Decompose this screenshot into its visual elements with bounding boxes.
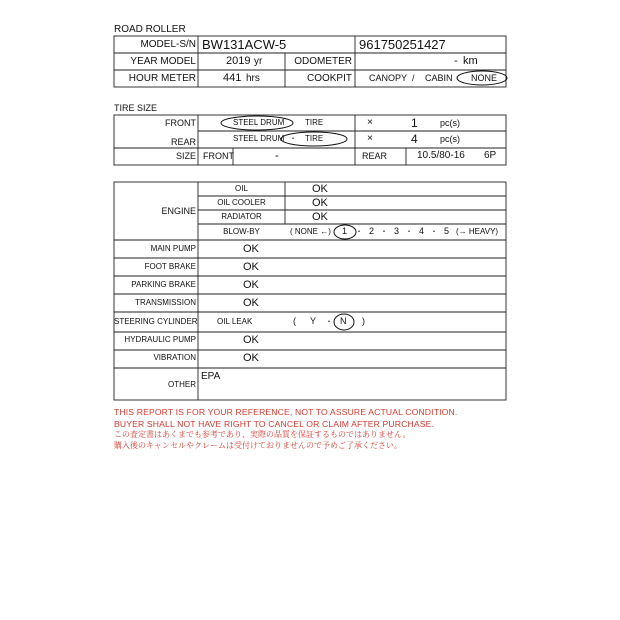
other-label: OTHER [168,380,196,389]
main-pump-value: OK [243,243,259,255]
steering-option-y: Y [310,316,317,326]
steering-open-paren: ( [293,316,296,326]
odometer-value: - [454,55,458,67]
blowby-scale-dot-2: ・ [380,227,388,236]
cookpit-option-cabin: CABIN [425,73,453,83]
size-front-label: FRONT [203,151,234,161]
tire-size-label: SIZE [175,151,196,161]
cookpit-option-canopy: CANOPY [369,73,408,83]
blowby-none-label: ( NONE ←) [290,227,331,236]
radiator-value: OK [312,211,328,223]
front-tire-count: 1 [411,116,418,130]
foot-brake-label: FOOT BRAKE [144,262,196,271]
oil-cooler-value: OK [312,197,328,209]
steering-oil-leak-label: OIL LEAK [217,317,253,326]
size-front-value: - [275,150,279,162]
document-title: ROAD ROLLER [114,24,186,35]
foot-brake-value: OK [243,261,259,273]
blowby-scale-dot-4: ・ [430,227,438,236]
oil-label: OIL [235,184,248,193]
blowby-scale-5: 5 [444,226,450,236]
size-rear-ply: 6P [484,150,497,161]
vibration-value: OK [243,352,259,364]
hour-meter-label: HOUR METER [128,73,196,84]
blowby-scale-4: 4 [419,226,425,236]
front-tire-type-steel-drum: STEEL DRUM [233,118,285,127]
year-model-label: YEAR MODEL [130,56,196,67]
rear-tire-type-steel-drum: STEEL DRUM [233,134,285,143]
parking-brake-label: PARKING BRAKE [131,280,196,289]
size-rear-value: 10.5/80-16 [417,150,465,161]
steering-close-paren: ) [362,316,365,326]
cookpit-option-none: NONE [471,73,498,83]
front-tire-times: × [367,117,373,128]
serial-number-value: 961750251427 [359,37,446,52]
hour-meter-unit: hrs [246,73,260,84]
odometer-unit: km [463,55,478,67]
rear-tire-unit: pc(s) [440,134,460,144]
year-model-unit: yr [254,56,263,67]
blowby-scale-1: 1 [342,226,348,236]
vibration-label: VIBRATION [153,353,196,362]
blowby-scale-3: 3 [394,226,400,236]
radiator-label: RADIATOR [221,212,262,221]
year-model-value: 2019 [226,55,251,67]
steering-cylinder-label: STEERING CYLINDER [114,317,198,326]
model-sn-label: MODEL-S/N [140,39,196,50]
cookpit-option-separator: / [412,73,415,83]
size-rear-label: REAR [362,151,388,161]
transmission-value: OK [243,297,259,309]
steering-option-dot: ・ [325,317,333,326]
other-value: EPA [201,371,221,382]
rear-tire-separator: ・ [289,134,297,143]
parking-brake-value: OK [243,279,259,291]
disclaimer-line-3: この査定書はあくまでも参考であり、実際の品質を保証するものではありません。 [114,430,411,439]
blowby-label: BLOW-BY [223,227,260,236]
main-pump-label: MAIN PUMP [150,244,196,253]
odometer-label: ODOMETER [294,56,352,67]
blowby-scale-dot-1: ・ [355,227,363,236]
hydraulic-pump-value: OK [243,334,259,346]
tire-size-section-label: TIRE SIZE [114,103,158,113]
disclaimer-line-2: BUYER SHALL NOT HAVE RIGHT TO CANCEL OR CLAIM AFTER PURCHASE. [114,419,435,429]
front-tire-label: FRONT [165,118,196,128]
transmission-label: TRANSMISSION [135,298,196,307]
engine-label: ENGINE [161,206,196,216]
front-tire-unit: pc(s) [440,118,460,128]
rear-tire-type-tire: TIRE [305,134,324,143]
disclaimer-line-4: 購入後のキャンセルやクレームは受付けておりませんので予めご了承ください。 [114,441,402,450]
hour-meter-value: 441 [223,72,242,84]
front-tire-type-tire: TIRE [305,118,324,127]
oil-cooler-label: OIL COOLER [217,198,266,207]
blowby-scale-2: 2 [369,226,375,236]
hydraulic-pump-label: HYDRAULIC PUMP [124,335,196,344]
disclaimer-line-1: THIS REPORT IS FOR YOUR REFERENCE, NOT TO ASSURE ACTUAL CONDITION. [114,407,458,417]
cookpit-label: COOKPIT [306,73,352,84]
rear-tire-times: × [367,133,373,144]
steering-option-n: N [340,316,347,326]
model-sn-value: BW131ACW-5 [202,37,287,52]
blowby-scale-dot-3: ・ [405,227,413,236]
rear-tire-label: REAR [170,137,196,147]
rear-tire-count: 4 [411,132,418,146]
oil-value: OK [312,183,328,195]
blowby-heavy-label: (→ HEAVY) [456,227,499,236]
